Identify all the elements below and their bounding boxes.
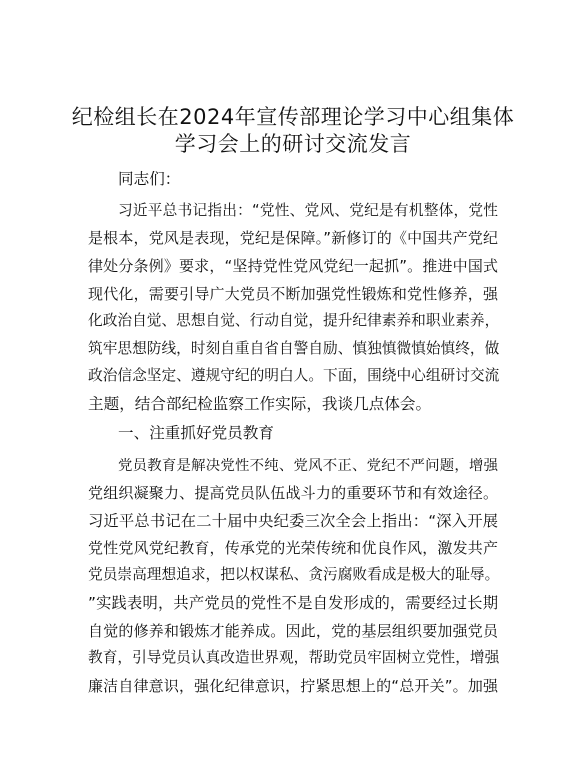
paragraph-1-line: 筑牢思想防线，时刻自重自省自警自励、慎独慎微慎始慎终，做 bbox=[88, 340, 500, 357]
paragraph-1-line: 化政治自觉、思想自觉、行动自觉，提升纪律素养和职业素养， bbox=[88, 312, 500, 329]
document-title-line-2: 学习会上的研讨交流发言 bbox=[174, 132, 412, 156]
paragraph-1-line: 现代化，需要引导广大党员不断加强党性锻炼和党性修养，强 bbox=[88, 285, 498, 303]
paragraph-2-line: 廉洁自律意识，强化纪律意识，拧紧思想上的“总开关”。加强 bbox=[88, 677, 498, 695]
paragraph-2-line: 党员教育是解决党性不纯、党风不正、党纪不严问题，增强 bbox=[118, 458, 498, 474]
paragraph-1-line: 是根本，党风是表现，党纪是保障。”新修订的《中国共产党纪 bbox=[88, 229, 498, 247]
paragraph-2-line: 自觉的修养和锻炼才能养成。因此，党的基层组织要加强党员 bbox=[88, 622, 498, 640]
salutation: 同志们： bbox=[118, 170, 181, 188]
document-title-line-1: 纪检组长在2024年宣传部理论学习中心组集体 bbox=[71, 105, 515, 129]
section-heading: 一、注重抓好党员教育 bbox=[118, 424, 274, 442]
paragraph-2-line: 党性党风党纪教育，传承党的光荣传统和优良作风，激发共产 bbox=[88, 539, 498, 557]
paragraph-1-line: 律处分条例》要求，“坚持党性党风党纪一起抓”。推进中国式 bbox=[88, 257, 498, 275]
paragraph-2-line: 教育，引导党员认真改造世界观，帮助党员牢固树立党性，增强 bbox=[88, 649, 500, 666]
paragraph-1-line: 主题，结合部纪检监察工作实际，我谈几点体会。 bbox=[88, 395, 432, 413]
paragraph-1-line: 习近平总书记指出：“党性、党风、党纪是有机整体，党性 bbox=[118, 202, 498, 219]
paragraph-2-line: 党员崇高理想追求，把以权谋私、贪污腐败看成是极大的耻辱。 bbox=[88, 566, 500, 583]
paragraph-2-line: ”实践表明，共产党员的党性不是自发形成的，需要经过长期 bbox=[88, 594, 498, 612]
paragraph-2-line: 党组织凝聚力、提高党员队伍战斗力的重要环节和有效途径。 bbox=[88, 484, 498, 502]
paragraph-2-line: 习近平总书记在二十届中央纪委三次全会上指出：“深入开展 bbox=[88, 512, 498, 530]
paragraph-1-line: 政治信念坚定、遵规守纪的明白人。下面，围绕中心组研讨交流 bbox=[88, 367, 500, 384]
